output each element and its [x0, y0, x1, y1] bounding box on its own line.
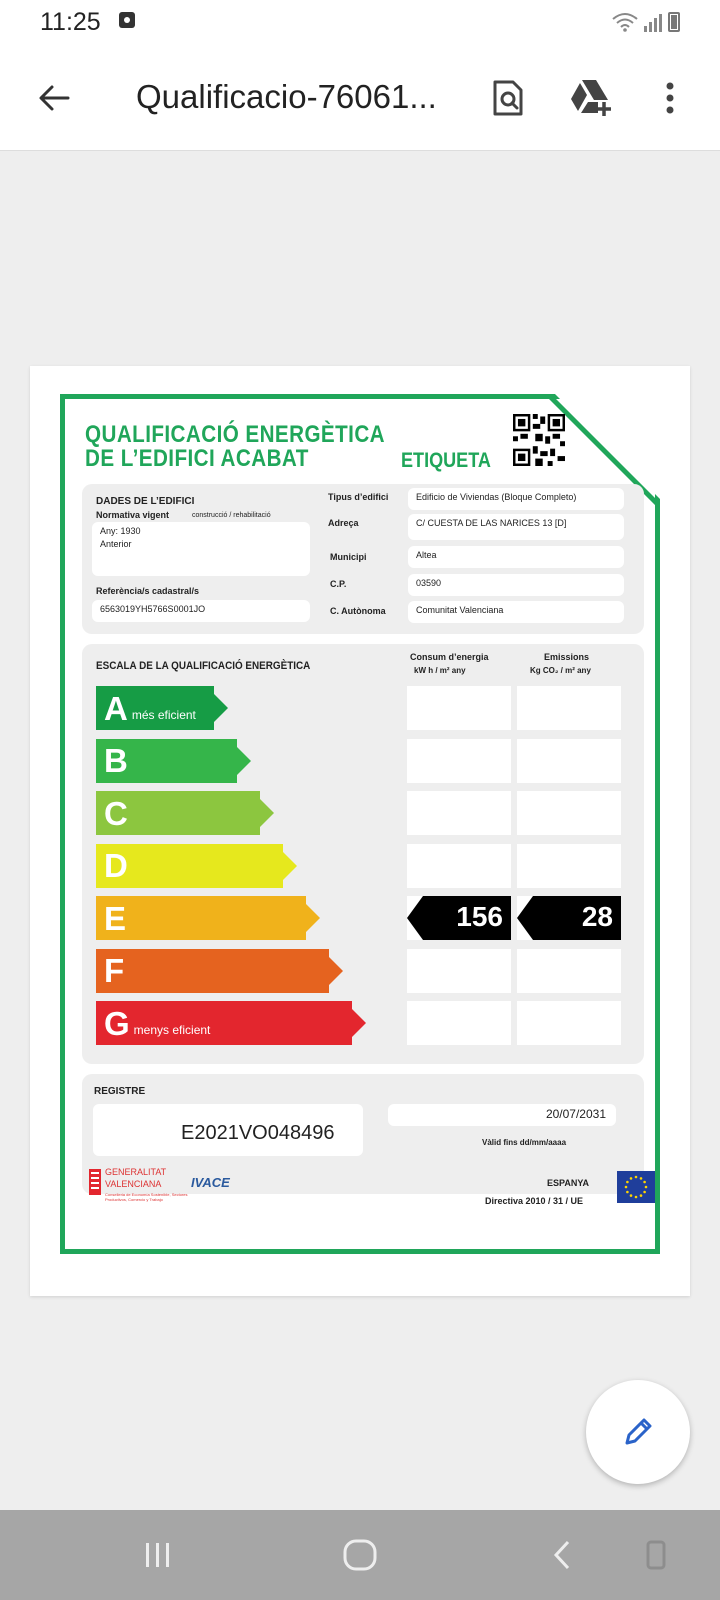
- ivace-logo: IVACE: [191, 1175, 230, 1190]
- normativa-note: construcció / rehabilitació: [192, 512, 271, 519]
- recents-button[interactable]: [118, 1510, 198, 1600]
- emissions-cell: [517, 791, 621, 835]
- rating-band-c: [96, 791, 274, 835]
- rating-band-b: [96, 739, 251, 783]
- consum-value: 156: [456, 901, 503, 932]
- consum-cell: [407, 949, 511, 993]
- pencil-icon: [621, 1415, 655, 1449]
- emissions-cell: [517, 1001, 621, 1045]
- emissions-value: 28: [581, 901, 613, 932]
- emissions-value-marker: [517, 896, 621, 940]
- anterior-value: Anterior: [100, 539, 132, 549]
- edit-button[interactable]: [586, 1380, 690, 1484]
- valid-date: 20/07/2031: [388, 1104, 616, 1126]
- status-time: 11:25: [40, 8, 101, 36]
- rating-band-g: [96, 1001, 366, 1045]
- label-subheading: DE L’EDIFICI ACABAT: [85, 445, 309, 472]
- qr-code-icon: [513, 414, 565, 466]
- consum-cell: [407, 686, 511, 730]
- espanya-label: ESPANYA: [547, 1178, 590, 1188]
- status-bar: [0, 0, 720, 46]
- directiva-label: Directiva 2010 / 31 / UE: [485, 1196, 584, 1206]
- pdf-page[interactable]: [30, 366, 690, 1296]
- autonoma-label: C. Autònoma: [330, 606, 386, 616]
- keyboard-toggle-button[interactable]: [632, 1510, 680, 1600]
- more-vert-icon: [666, 82, 674, 114]
- chevron-left-icon: [552, 1540, 572, 1570]
- more-options-button[interactable]: [654, 74, 686, 122]
- drive-add-icon: [568, 78, 612, 118]
- label-heading: QUALIFICACIÓ ENERGÈTICA: [85, 421, 386, 448]
- app-bar: [0, 46, 720, 151]
- band-letter: E: [104, 899, 127, 937]
- document-search-icon: [492, 79, 524, 117]
- wifi-icon: [612, 12, 638, 32]
- municipi-label: Municipi: [330, 552, 367, 562]
- consum-cell: [407, 791, 511, 835]
- emissions-cell: [517, 949, 621, 993]
- nav-back-button[interactable]: [522, 1510, 602, 1600]
- consum-cell: [407, 1001, 511, 1045]
- consum-value-marker: [407, 896, 511, 940]
- document-title: Qualificacio-76061...: [136, 78, 437, 115]
- band-letter: A: [104, 689, 128, 727]
- valid-label: Vàlid fins dd/mm/aaaa: [482, 1138, 567, 1147]
- scale-title: ESCALA DE LA QUALIFICACIÓ ENERGÈTICA: [96, 660, 311, 672]
- etiqueta-label: ETIQUETA: [401, 449, 491, 472]
- battery-icon: [668, 12, 680, 32]
- cp-value: 03590: [408, 574, 624, 596]
- home-button[interactable]: [320, 1510, 400, 1600]
- consum-unit: kW h / m² any: [414, 666, 466, 675]
- notification-icon: [119, 12, 135, 28]
- eu-flag-icon: [617, 1171, 655, 1203]
- cadastral-value: 6563019YH5766S0001JO: [92, 600, 310, 622]
- home-icon: [343, 1539, 377, 1571]
- registre-number: E2021VO048496: [93, 1104, 363, 1156]
- band-letter: D: [104, 847, 128, 884]
- cadastral-label: Referència/s cadastral/s: [96, 586, 200, 596]
- rating-band-d: [96, 844, 297, 888]
- adreca-label: Adreça: [328, 518, 359, 528]
- back-button[interactable]: [32, 76, 76, 120]
- consum-cell: [407, 844, 511, 888]
- navigation-bar: [0, 1510, 720, 1600]
- arrow-left-icon: [38, 84, 70, 112]
- energy-label: [60, 394, 660, 1254]
- rating-scale-panel: [82, 644, 644, 1064]
- rating-band-e: [96, 896, 320, 940]
- generalitat-logo-icon: [89, 1169, 101, 1195]
- band-caption: menys eficient: [133, 1023, 211, 1037]
- building-data-panel: [82, 484, 644, 634]
- rating-band-f: [96, 949, 343, 993]
- autonoma-value: Comunitat Valenciana: [408, 601, 624, 623]
- find-in-document-button[interactable]: [484, 74, 532, 122]
- band-letter: B: [104, 742, 128, 779]
- gv-line2: VALENCIANA: [105, 1179, 162, 1189]
- normativa-box: [92, 522, 310, 576]
- band-caption: més eficient: [131, 708, 196, 722]
- building-data-title: DADES DE L’EDIFICI: [96, 496, 195, 507]
- registre-panel: [82, 1074, 644, 1194]
- gv-line1: GENERALITAT: [105, 1167, 167, 1177]
- adreca-value: C/ CUESTA DE LAS NARICES 13 [D]: [408, 514, 624, 540]
- emissions-label: Emissions: [544, 652, 590, 662]
- any-value: Any: 1930: [100, 526, 141, 536]
- cp-label: C.P.: [330, 579, 347, 589]
- status-icons: [612, 12, 680, 32]
- municipi-value: Altea: [408, 546, 624, 568]
- rating-band-a: [96, 686, 228, 730]
- consum-label: Consum d’energia: [410, 652, 489, 662]
- tipus-label: Tipus d’edifici: [328, 492, 389, 502]
- signal-icon: [644, 12, 662, 32]
- registre-title: REGISTRE: [94, 1086, 146, 1097]
- emissions-cell: [517, 844, 621, 888]
- emissions-cell: [517, 686, 621, 730]
- emissions-cell: [517, 739, 621, 783]
- phone-icon: [646, 1540, 666, 1570]
- save-to-drive-button[interactable]: [566, 74, 614, 122]
- normativa-label: Normativa vigent: [96, 510, 170, 520]
- consum-cell: [407, 739, 511, 783]
- band-letter: C: [104, 794, 128, 832]
- recents-icon: [143, 1541, 173, 1569]
- gv-subtitle: Conselleria de Economía Sostenible, Sectores Productivos, Comercio y Trabajo: [105, 1192, 188, 1202]
- emissions-unit: Kg CO₂ / m² any: [530, 666, 591, 675]
- band-letter: F: [104, 952, 125, 989]
- band-letter: G: [104, 1004, 130, 1042]
- tipus-value: Edificio de Viviendas (Bloque Completo): [408, 488, 624, 510]
